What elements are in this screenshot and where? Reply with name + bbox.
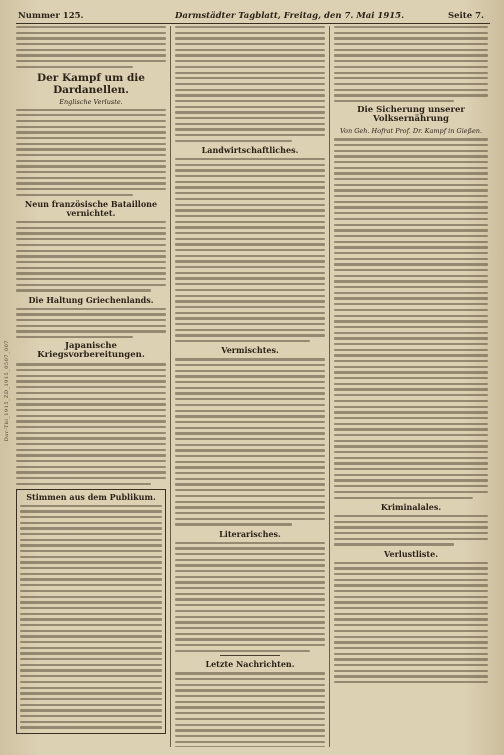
subheadline-verluste: Englische Verluste.	[59, 97, 123, 106]
section-volksernaehrung: Die Sicherung unserer Volksernährung	[357, 105, 465, 125]
divider	[220, 655, 280, 656]
article-text	[175, 358, 325, 525]
column-divider	[329, 26, 330, 747]
section-literarisches: Literarisches.	[219, 528, 281, 539]
section-verlustliste: Verlustliste.	[384, 548, 438, 559]
article-text	[175, 672, 325, 747]
section-vermischtes: Vermischtes.	[221, 345, 279, 356]
article-text	[16, 26, 166, 68]
column-divider	[170, 26, 171, 747]
box-title: Stimmen aus dem Publikum.	[26, 491, 156, 502]
article-text	[334, 515, 488, 546]
side-note: Dar-Tbl_1915_ZD_1915_0507_007	[4, 340, 10, 442]
article-text	[16, 109, 166, 197]
article-text	[175, 542, 325, 652]
article-text	[20, 505, 162, 729]
column-3	[334, 26, 488, 747]
section-kriminal: Kriminalales.	[380, 501, 442, 512]
headline-dardanellen: Der Kampf um die Dardanellen.	[37, 71, 145, 96]
section-landwirtschaft: Landwirtschaftliches.	[201, 145, 299, 156]
section-letzte-nachrichten: Letzte Nachrichten.	[205, 659, 295, 670]
column-1	[16, 26, 166, 747]
article-author: Von Geh. Hofrat Prof. Dr. Kampf in Gießen.	[339, 127, 483, 136]
page-header	[0, 0, 504, 22]
article-text	[334, 26, 488, 102]
section-bataillone: Neun französische Bataillone vernichtet.	[24, 199, 158, 219]
column-2	[175, 26, 325, 747]
article-text	[16, 221, 166, 292]
article-text	[16, 308, 166, 339]
article-text	[175, 26, 325, 142]
article-text	[175, 158, 325, 342]
section-griechenland: Die Haltung Griechenlands.	[28, 294, 154, 305]
box-publikum	[16, 489, 166, 735]
article-text	[334, 562, 488, 684]
issue-number: Nummer 125.	[18, 11, 84, 21]
page-number: Seite 7.	[448, 11, 484, 21]
section-japan: Japanische Kriegsvorbereitungen.	[37, 341, 145, 361]
header-rule	[16, 23, 490, 24]
article-text	[16, 363, 166, 485]
masthead: Darmstädter Tagblatt, Freitag, den 7. Mai 1915.	[175, 11, 405, 21]
article-text	[334, 138, 488, 499]
